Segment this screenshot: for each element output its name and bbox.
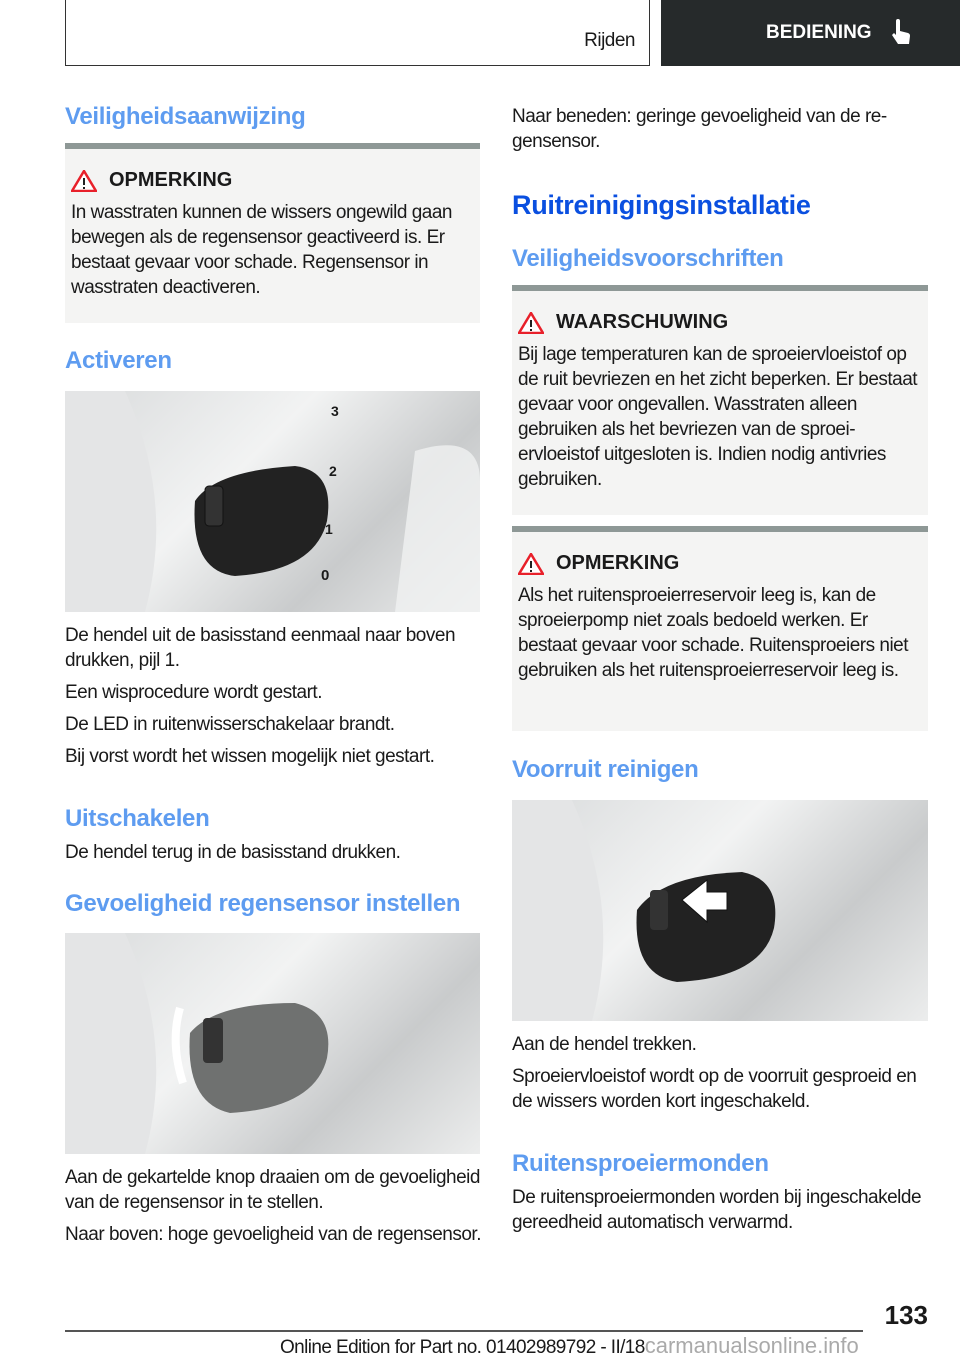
arrow-label-2: 2: [329, 463, 337, 479]
position-label-0: 0: [321, 567, 330, 584]
knob-illustration: [65, 933, 480, 1154]
heading-clean-windshield: Voorruit reinigen: [512, 756, 699, 783]
watermark[interactable]: carmanualsonline.info: [644, 1333, 859, 1358]
note-title: OPMERKING: [556, 552, 680, 574]
heading-activate: Activeren: [65, 347, 172, 374]
sensitivity-text: [65, 1165, 485, 1247]
warning-box: [512, 285, 928, 515]
warning-title: WAARSCHUWING: [556, 311, 729, 333]
note-title: OPMERKING: [109, 169, 233, 191]
lever-pull-illustration: [512, 800, 928, 1021]
clean-text: [512, 1032, 932, 1114]
paragraph: Sproeiervloeistof wordt op de voorruit gesproeid en de wissers worden kort ingeschakeld.: [512, 1066, 917, 1112]
heading-washer-system: Ruitreinigingsinstallatie: [512, 190, 811, 220]
paragraph: Een wisprocedure wordt gestart.: [65, 682, 322, 703]
paragraph: Bij vorst wordt het wissen mogelijk niet gestart.: [65, 746, 435, 767]
arrow-label-3: 3: [331, 403, 339, 419]
paragraph: De LED in ruitenwisserschakelaar brandt.: [65, 714, 395, 735]
header-chapter: BEDIENING: [766, 22, 872, 43]
page-number: 133: [884, 1300, 928, 1330]
warning-icon: [71, 170, 97, 192]
heading-safety-rules: Veiligheidsvoorschriften: [512, 245, 784, 272]
heading-nozzles: Ruitensproeiermonden: [512, 1150, 769, 1177]
paragraph: De hendel uit de basisstand eenmaal naar boven drukken, pijl 1.: [65, 625, 456, 671]
warning-icon: [518, 553, 544, 575]
off-text: De hendel terug in de basisstand drukken.: [65, 842, 401, 863]
heading-sensitivity: Gevoeligheid regensensor instellen: [65, 890, 461, 917]
paragraph: Aan de gekartelde knop draaien om de gevoeligheid van de regensensor in te stellen.: [65, 1167, 480, 1213]
rain-sensor-knob-image: [65, 933, 480, 1154]
activate-text: [65, 623, 485, 769]
footer-divider: [65, 1330, 863, 1332]
note-text: In wasstraten kunnen de wissers ongewild gaan bewegen als de regensensor geactiveerd is. Er bestaat gevaar voor schade. Regensensor in wasstraten deactiveren.: [71, 202, 452, 298]
heading-safety: Veiligheidsaanwijzing: [65, 103, 306, 130]
warning-icon: [518, 312, 544, 334]
warning-text: Bij lage temperaturen kan de sproeiervloeistof op de ruit bevriezen en het zicht beperken. Er bestaat gevaar voor ongevallen. Wasstraten alleen gebruiken als het bevriezen van de sproeiervloeistof uitgesloten is. Indien nodig antivries gebruiken.: [518, 344, 918, 490]
header-chapter-tab[interactable]: [661, 0, 960, 66]
wiper-lever-activate-image: [65, 391, 480, 612]
pointing-hand-icon: [890, 19, 912, 47]
paragraph: Aan de hendel trekken.: [512, 1034, 697, 1055]
header-section: Rijden: [584, 30, 635, 51]
wiper-lever-pull-image: [512, 800, 928, 1021]
footer-edition: [280, 1333, 859, 1359]
note-text: Als het ruitensproeierreservoir leeg is, kan de sproeierpomp niet zoals bedoeld werken. Er bestaat gevaar voor schade. Ruitensproeiers niet gebruiken als het ruitensproeierreservoir leeg is.: [518, 585, 909, 681]
heading-off: Uitschakelen: [65, 805, 210, 832]
nozzles-text: De ruitensproeiermonden worden bij ingeschakelde gereedheid automatisch verwarmd.: [512, 1187, 922, 1233]
note-box: [65, 143, 480, 323]
note-box: [512, 526, 928, 731]
continued-text: Naar beneden: geringe gevoeligheid van de regensensor.: [512, 106, 888, 152]
lever-illustration: [65, 391, 480, 612]
paragraph: Naar boven: hoge gevoeligheid van de regensensor.: [65, 1224, 481, 1245]
edition-text: Online Edition for Part no. 01402989792 - II/18: [280, 1337, 645, 1358]
header-frame: [65, 0, 650, 66]
arrow-label-1: 1: [325, 521, 333, 537]
